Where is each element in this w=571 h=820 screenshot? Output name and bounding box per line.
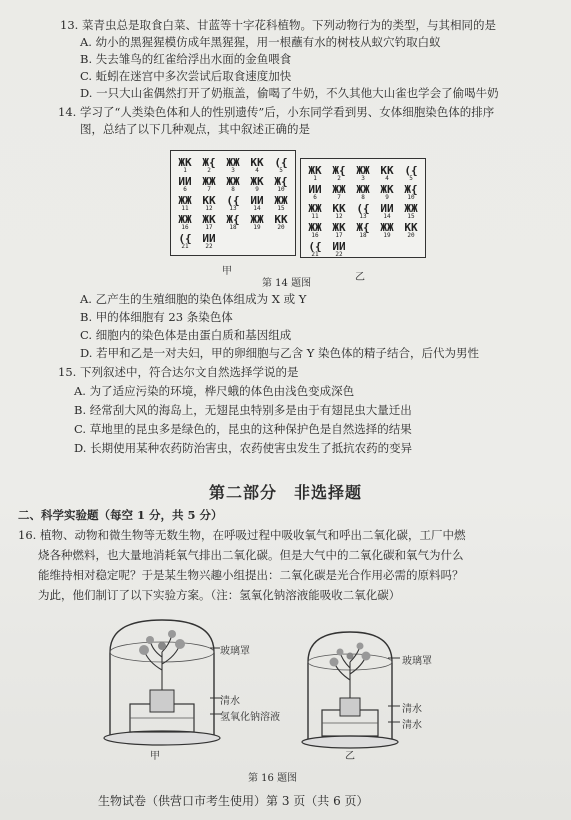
- chromosome-glyph: ({: [308, 240, 322, 253]
- chromosome-number: 14: [253, 205, 261, 212]
- chromosome-glyph: Ж{: [332, 164, 346, 177]
- chromosome-glyph: ЖК: [250, 175, 264, 188]
- chromosome-glyph: ЖК: [202, 213, 216, 226]
- chromosome-number: 7: [337, 194, 341, 201]
- chromosome-number: 4: [385, 175, 389, 182]
- chromosome-pair-2: [201, 157, 217, 174]
- chromosome-number: 13: [359, 213, 367, 220]
- chromosome-pair-14: [249, 195, 265, 212]
- chromosome-glyph: ЖЖ: [226, 175, 240, 188]
- chromosome-pair-22: [201, 233, 217, 250]
- chromosome-number: 9: [255, 186, 259, 193]
- chromosome-glyph: ЖЖ: [202, 175, 216, 188]
- q15-option-d: D. 长期使用某种农药防治害虫，农药使害虫发生了抵抗农药的变异: [74, 441, 413, 455]
- chromosome-glyph: ЖК: [308, 164, 322, 177]
- chromosome-pair-13: [225, 195, 241, 212]
- chromosome-glyph: ({: [226, 194, 240, 207]
- chromosome-pair-17: [201, 214, 217, 231]
- left-label-glass-cover: 玻璃罩: [220, 646, 250, 657]
- chromosome-glyph: КК: [202, 194, 216, 207]
- chromosome-glyph: КК: [274, 213, 288, 226]
- q13-option-d: D. 一只大山雀偶然打开了奶瓶盖，偷喝了牛奶，不久其他大山雀也学会了偷喝牛奶: [80, 86, 499, 100]
- chromosome-number: 17: [335, 232, 343, 239]
- chromosome-pair-19: [379, 222, 395, 239]
- chromosome-glyph: ЖЖ: [308, 221, 322, 234]
- chromosome-pair-6: [177, 176, 193, 193]
- karyotype-left: [170, 150, 296, 256]
- chromosome-pair-21: [307, 241, 323, 258]
- chromosome-glyph: ИИ: [178, 175, 192, 188]
- chromosome-glyph: ЖЖ: [404, 202, 418, 215]
- chromosome-pair-10: [273, 176, 289, 193]
- chromosome-pair-16: [307, 222, 323, 239]
- q16-line1: 16. 植物、动物和微生物等无数生物，在呼吸过程中吸收氧气和呼出二氧化碳，工厂中燃: [18, 528, 466, 542]
- chromosome-glyph: ({: [404, 164, 418, 177]
- chromosome-pair-14: [379, 203, 395, 220]
- q14-option-b: B. 甲的体细胞有 23 条染色体: [80, 310, 233, 324]
- q13-option-a: A. 幼小的黑猩猩模仿成年黑猩猩，用一根蘸有水的树枝从蚁穴钓取白蚁: [80, 35, 441, 49]
- chromosome-number: 4: [255, 167, 259, 174]
- chromosome-number: 14: [383, 213, 391, 220]
- chromosome-pair-4: [249, 157, 265, 174]
- chromosome-glyph: Ж{: [356, 221, 370, 234]
- q14-option-d: D. 若甲和乙是一对夫妇，甲的卵细胞与乙含 Y 染色体的精子结合，后代为男性: [80, 346, 480, 360]
- chromosome-pair-9: [379, 184, 395, 201]
- chromosome-pair-6: [307, 184, 323, 201]
- right-label-water-1: 清水: [402, 704, 422, 715]
- chromosome-pair-17: [331, 222, 347, 239]
- chromosome-glyph: КК: [332, 202, 346, 215]
- chromosome-glyph: ЖК: [178, 156, 192, 169]
- left-label-water: 清水: [220, 696, 240, 707]
- chromosome-pair-22: [331, 241, 347, 258]
- chromosome-number: 16: [311, 232, 319, 239]
- q15-option-a: A. 为了适应污染的环境，桦尺蛾的体色由浅色变成深色: [74, 384, 355, 398]
- karyotype-right: [300, 158, 426, 258]
- chromosome-glyph: ЖЖ: [356, 164, 370, 177]
- chromosome-number: 19: [383, 232, 391, 239]
- q14-option-c: C. 细胞内的染色体是由蛋白质和基因组成: [80, 328, 292, 342]
- chromosome-number: 17: [205, 224, 213, 231]
- chromosome-number: 21: [181, 243, 189, 250]
- chromosome-pair-12: [201, 195, 217, 212]
- chromosome-glyph: ({: [178, 232, 192, 245]
- chromosome-number: 21: [311, 251, 319, 258]
- chromosome-glyph: Ж{: [404, 183, 418, 196]
- chromosome-glyph: ({: [356, 202, 370, 215]
- chromosome-number: 3: [361, 175, 365, 182]
- chromosome-pair-19: [249, 214, 265, 231]
- bell-jar-left-figure: [100, 612, 225, 747]
- chromosome-glyph: Ж{: [202, 156, 216, 169]
- chromosome-pair-20: [273, 214, 289, 231]
- chromosome-pair-8: [355, 184, 371, 201]
- chromosome-glyph: ИИ: [380, 202, 394, 215]
- chromosome-number: 15: [277, 205, 285, 212]
- chromosome-number: 10: [277, 186, 285, 193]
- chromosome-glyph: ЖЖ: [250, 213, 264, 226]
- chromosome-pair-5: [273, 157, 289, 174]
- chromosome-glyph: ИИ: [308, 183, 322, 196]
- chromosome-glyph: ИИ: [332, 240, 346, 253]
- chromosome-pair-13: [355, 203, 371, 220]
- chromosome-number: 8: [231, 186, 235, 193]
- q13-option-b: B. 失去雏鸟的红雀给浮出水面的金鱼喂食: [80, 52, 292, 66]
- chromosome-glyph: Ж{: [226, 213, 240, 226]
- q15-option-b: B. 经常刮大风的海岛上，无翅昆虫特别多是由于有翅昆虫大量迁出: [74, 403, 412, 417]
- chromosome-glyph: Ж{: [274, 175, 288, 188]
- chromosome-pair-9: [249, 176, 265, 193]
- chromosome-glyph: ЖЖ: [356, 183, 370, 196]
- chromosome-number: 9: [385, 194, 389, 201]
- chromosome-number: 18: [359, 232, 367, 239]
- q15-stem: 15. 下列叙述中，符合达尔文自然选择学说的是: [58, 365, 299, 379]
- chromosome-pair-20: [403, 222, 419, 239]
- chromosome-number: 6: [183, 186, 187, 193]
- section2-heading: 二、科学实验题（每空 1 分，共 5 分）: [18, 508, 223, 522]
- left-label-naoh-solution: 氢氧化钠溶液: [220, 712, 280, 723]
- chromosome-number: 8: [361, 194, 365, 201]
- chromosome-number: 19: [253, 224, 261, 231]
- chromosome-glyph: КК: [250, 156, 264, 169]
- chromosome-pair-3: [355, 165, 371, 182]
- chromosome-number: 11: [181, 205, 189, 212]
- chromosome-number: 15: [407, 213, 415, 220]
- page-footer: 生物试卷（供营口市考生使用）第 3 页（共 6 页）: [98, 794, 369, 808]
- chromosome-number: 2: [337, 175, 341, 182]
- jar-right-label: 乙: [345, 751, 355, 762]
- chromosome-number: 3: [231, 167, 235, 174]
- chromosome-glyph: ИИ: [250, 194, 264, 207]
- chromosome-glyph: ЖЖ: [178, 213, 192, 226]
- bell-jar-right-figure: [300, 626, 400, 751]
- chromosome-pair-15: [403, 203, 419, 220]
- right-label-water-2: 清水: [402, 720, 422, 731]
- chromosome-pair-2: [331, 165, 347, 182]
- q14-figure-caption: 第 14 题图: [262, 278, 312, 289]
- chromosome-pair-3: [225, 157, 241, 174]
- q14-option-a: A. 乙产生的生殖细胞的染色体组成为 X 或 Y: [80, 292, 307, 306]
- chromosome-pair-5: [403, 165, 419, 182]
- chromosome-number: 5: [279, 167, 283, 174]
- chromosome-glyph: ЖЖ: [274, 194, 288, 207]
- chromosome-pair-18: [355, 222, 371, 239]
- chromosome-pair-8: [225, 176, 241, 193]
- chromosome-pair-7: [201, 176, 217, 193]
- karyotype-right-label: 乙: [355, 272, 365, 283]
- chromosome-glyph: ЖЖ: [380, 221, 394, 234]
- chromosome-pair-18: [225, 214, 241, 231]
- chromosome-pair-12: [331, 203, 347, 220]
- chromosome-pair-16: [177, 214, 193, 231]
- chromosome-number: 6: [313, 194, 317, 201]
- chromosome-number: 22: [205, 243, 213, 250]
- q15-option-c: C. 草地里的昆虫多是绿色的，昆虫的这种保护色是自然选择的结果: [74, 422, 412, 436]
- chromosome-pair-15: [273, 195, 289, 212]
- chromosome-pair-4: [379, 165, 395, 182]
- chromosome-glyph: ЖЖ: [226, 156, 240, 169]
- chromosome-pair-11: [177, 195, 193, 212]
- chromosome-number: 12: [205, 205, 213, 212]
- chromosome-number: 7: [207, 186, 211, 193]
- right-label-glass-cover: 玻璃罩: [402, 656, 432, 667]
- chromosome-pair-21: [177, 233, 193, 250]
- chromosome-pair-1: [177, 157, 193, 174]
- chromosome-number: 12: [335, 213, 343, 220]
- chromosome-number: 16: [181, 224, 189, 231]
- chromosome-pair-7: [331, 184, 347, 201]
- q13-stem: 13. 菜青虫总是取食白菜、甘蓝等十字花科植物。下列动物行为的类型，与其相同的是: [60, 18, 496, 32]
- chromosome-number: 18: [229, 224, 237, 231]
- chromosome-number: 10: [407, 194, 415, 201]
- chromosome-number: 20: [277, 224, 285, 231]
- q13-option-c: C. 蚯蚓在迷宫中多次尝试后取食速度加快: [80, 69, 292, 83]
- chromosome-number: 1: [183, 167, 187, 174]
- chromosome-glyph: ЖК: [332, 221, 346, 234]
- q14-stem-line1: 14. 学习了“人类染色体和人的性别遗传”后，小东同学看到男、女体细胞染色体的排序: [58, 105, 495, 119]
- q16-line2: 烧各种燃料，也大量地消耗氧气排出二氧化碳。但是大气中的二氧化碳和氧气为什么: [38, 548, 464, 562]
- karyotype-left-label: 甲: [222, 266, 232, 277]
- part2-title: 第二部分 非选择题: [208, 483, 362, 502]
- chromosome-glyph: ЖК: [380, 183, 394, 196]
- q16-line4: 为此，他们制订了以下实验方案。（注：氢氧化钠溶液能吸收二氧化碳）: [38, 588, 401, 602]
- q16-figure-caption: 第 16 题图: [248, 773, 298, 784]
- chromosome-pair-1: [307, 165, 323, 182]
- chromosome-glyph: ЖЖ: [332, 183, 346, 196]
- chromosome-glyph: ЖЖ: [178, 194, 192, 207]
- q14-stem-line2: 图，总结了以下几种观点，其中叙述正确的是: [80, 122, 310, 136]
- chromosome-pair-10: [403, 184, 419, 201]
- chromosome-number: 2: [207, 167, 211, 174]
- chromosome-number: 11: [311, 213, 319, 220]
- chromosome-number: 20: [407, 232, 415, 239]
- chromosome-glyph: ИИ: [202, 232, 216, 245]
- chromosome-number: 1: [313, 175, 317, 182]
- q16-line3: 能维持相对稳定呢？于是某生物兴趣小组提出：二氧化碳是光合作用必需的原料吗？: [38, 568, 464, 582]
- jar-left-label: 甲: [150, 751, 160, 762]
- chromosome-number: 22: [335, 251, 343, 258]
- chromosome-number: 5: [409, 175, 413, 182]
- chromosome-pair-11: [307, 203, 323, 220]
- chromosome-number: 13: [229, 205, 237, 212]
- chromosome-glyph: ({: [274, 156, 288, 169]
- chromosome-glyph: ЖЖ: [308, 202, 322, 215]
- chromosome-glyph: КК: [380, 164, 394, 177]
- chromosome-glyph: КК: [404, 221, 418, 234]
